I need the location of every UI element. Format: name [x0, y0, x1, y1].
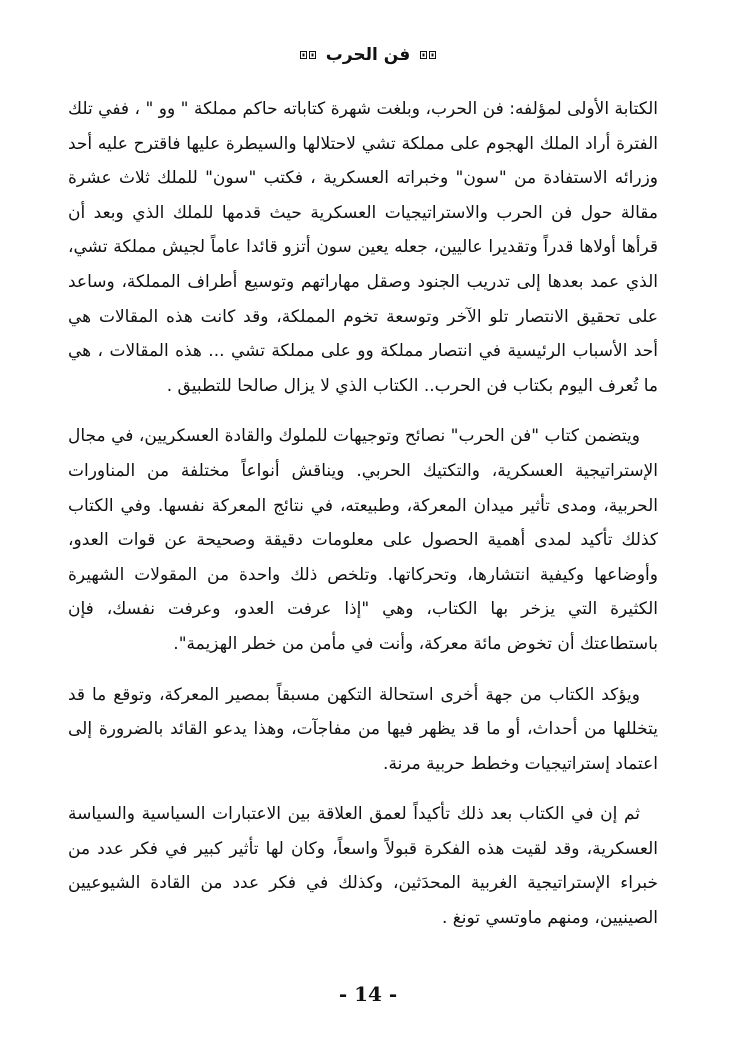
body-text — [68, 92, 658, 952]
paragraph: ويؤكد الكتاب من جهة أخرى استحالة التكهن مسبقاً بمصير المعركة، وتوقع ما قد يتخللها من أحداث، أو ما قد يظهر فيها من مفاجآت، وهذا يدعو القائد بالضرورة إلى اعتماد إستراتيجيات وخطط حربية مرنة. — [68, 684, 658, 774]
paragraph: الكتابة الأولى لمؤلفه: فن الحرب، وبلغت شهرة كتاباته حاكم مملكة " وو " ، ففي تلك الفترة أراد الملك الهجوم على مملكة تشي لاحتلالها والسيطرة عليها فاقترح عليه أحد وزرائه الاستفادة من "سون" وخبراته العسكرية ، فكتب "سون" للملك ثلاث عشرة مقالة حول فن الحرب والاستراتيجيات العسكرية حيث قدمها للملك الذي وبعد أن قرأها أولاها قدراً وتقديرا عاليين، جعله يعين سون أتزو قائدا عاماً لجيش مملكة تشي، الذي عمد بعدها إلى تدريب الجنود وصقل مهاراتهم وتوسيع أطراف المملكة، وساعد على تحقيق الانتصار تلو الآخر وتوسعة تخوم المملكة، وقد كانت هذه المقالات هي أحد الأسباب الرئيسية في انتصار مملكة وو على مملكة تشي ... هذه المقالات ، هي ما تُعرف اليوم بكتاب فن الحرب.. الكتاب الذي لا يزال صالحا للتطبيق . — [68, 99, 658, 396]
double-square-ornament-icon — [300, 51, 316, 59]
running-title: فن الحرب — [325, 45, 411, 65]
paragraph: ثم إن في الكتاب بعد ذلك تأكيداً لعمق العلاقة بين الاعتبارات السياسية والسياسة العسكرية، وقد لقيت هذه الفكرة قبولاً واسعاً، وكان لها تأثير كبير في فكر عدد من خبراء الإستراتيجية الغربية المحدَثين، وكذلك في فكر عدد من القادة الشيوعيين الصينيين، ومنهم ماوتسي تونغ . — [68, 804, 658, 929]
double-square-ornament-icon — [420, 51, 436, 59]
paragraph: ويتضمن كتاب "فن الحرب" نصائح وتوجيهات للملوك والقادة العسكريين، في مجال الإستراتيجية العسكرية، والتكتيك الحربي. ويناقش أنواعاً مختلفة من المناورات الحربية، ومدى تأثير ميدان المعركة، وطبيعته، في نتائج المعركة نفسها. وفي الكتاب كذلك تأكيد لمدى أهمية الحصول على معلومات دقيقة وصحيحة عن قوات العدو، وأوضاعها وكيفية انتشارها، وتحركاتها. وتلخص ذلك واحدة من المقولات الشهيرة الكثيرة التي يزخر بها الكتاب، وهي "إذا عرفت العدو، وعرفت نفسك، فإن باستطاعتك أن تخوض مائة معركة، وأنت في مأمن من خطر الهزيمة". — [68, 426, 658, 654]
page-header — [0, 40, 736, 70]
page-number: - 14 - — [338, 982, 398, 1006]
